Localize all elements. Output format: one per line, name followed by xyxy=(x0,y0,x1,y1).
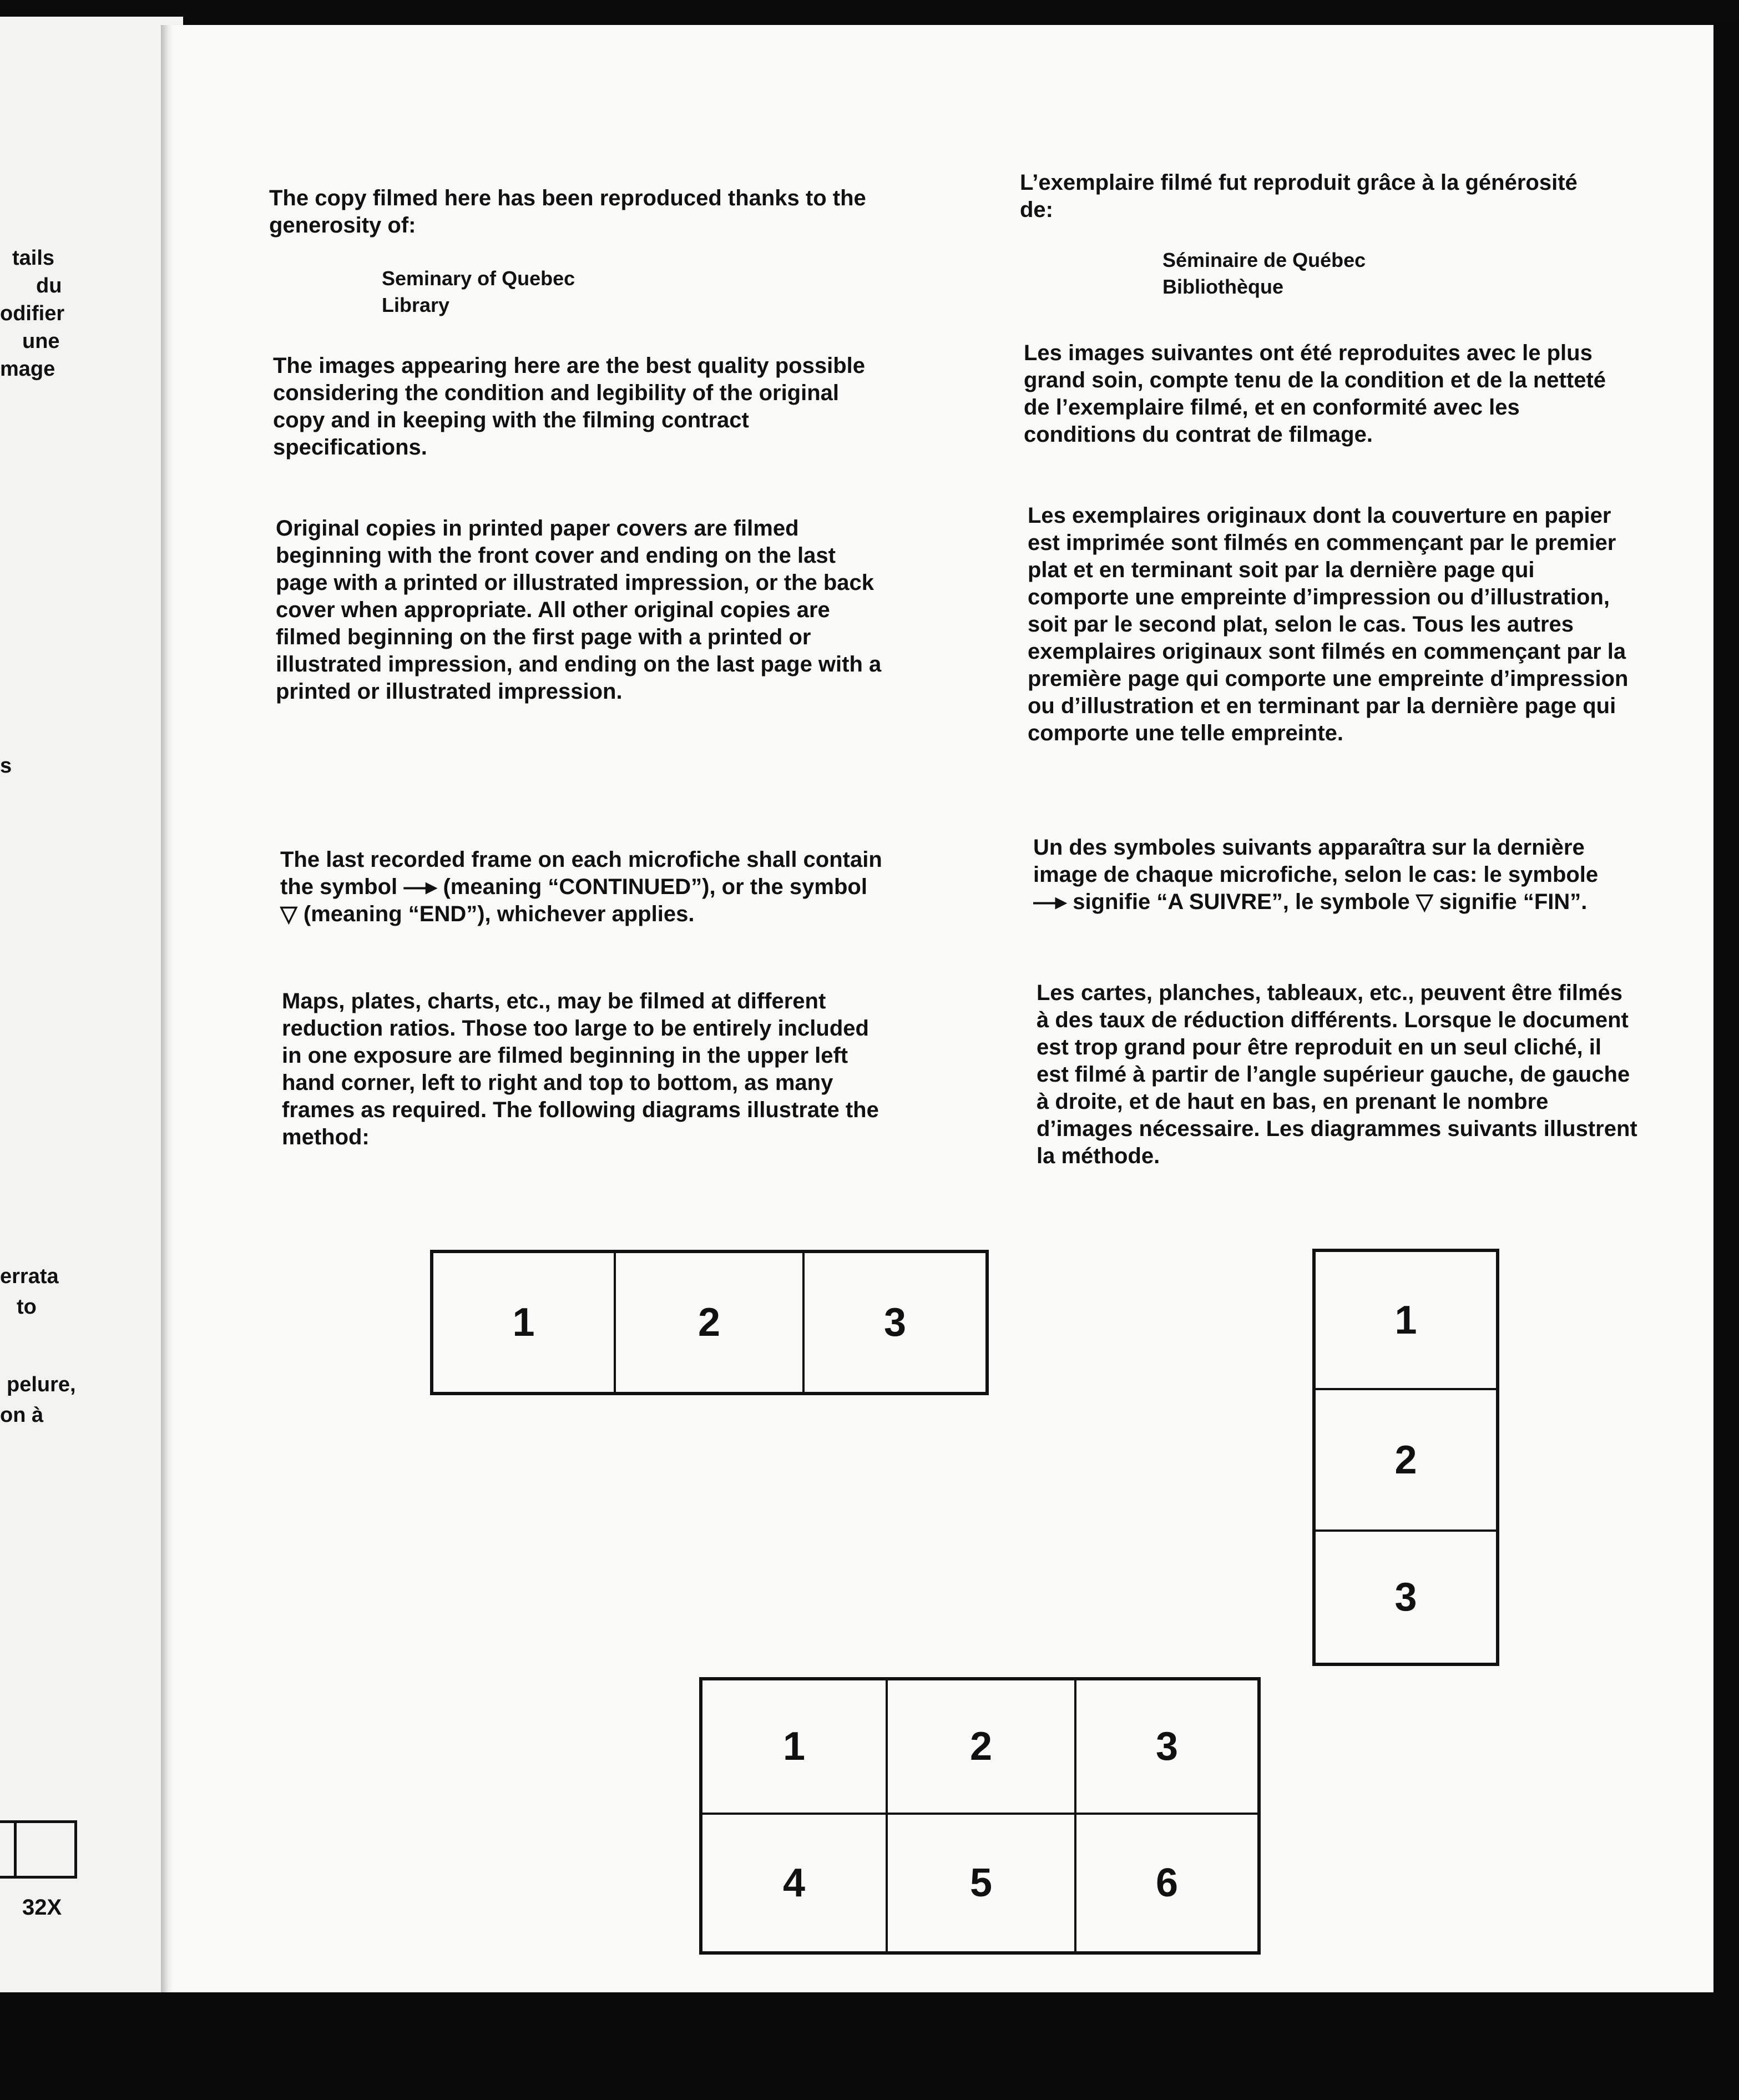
fragment-text: du xyxy=(36,274,62,297)
frame-cell: 3 xyxy=(802,1253,985,1392)
fragment-text: une xyxy=(22,330,60,353)
page-spine-shadow xyxy=(161,25,173,2001)
frame-cell: 1 xyxy=(1394,1298,1417,1342)
fragment-text: tails xyxy=(12,246,55,270)
frame-cell: 2 xyxy=(886,1680,1074,1813)
en-symbols-paragraph: The last recorded frame on each microfiche shall contain the symbol —▸ (meaning “CONTINUED”), or the symbol ▽ (meaning “END”), whichever applies. xyxy=(280,847,882,926)
fragment-text: odifier xyxy=(0,302,65,325)
scan-bottom-border xyxy=(0,1992,1739,2100)
frame-order-diagram-row xyxy=(430,1250,989,1395)
adjacent-page-fragment xyxy=(0,17,183,1992)
resolution-target-divider xyxy=(14,1820,17,1876)
fragment-text: errata xyxy=(0,1265,59,1288)
frame-order-diagram-grid xyxy=(699,1677,1261,1955)
frame-cell: 6 xyxy=(1074,1813,1257,1951)
fragment-text: pelure, xyxy=(7,1373,76,1396)
en-maps-paragraph: Maps, plates, charts, etc., may be filmed at different reduction ratios. Those too large to be entirely included in one exposure are filmed beginning in the upper left hand corner, left to right and top to bottom, as many frames as required. The following diagrams illustrate the method: xyxy=(282,989,879,1149)
fr-institution-name: Séminaire de Québec xyxy=(1162,249,1366,271)
frame-cell: 3 xyxy=(1074,1680,1257,1813)
fragment-text: mage xyxy=(0,357,55,381)
frame-cell: 1 xyxy=(782,1724,806,1769)
en-credit-intro: The copy filmed here has been reproduced thanks to the generosity of: xyxy=(269,186,866,238)
fr-institution-unit: Bibliothèque xyxy=(1162,275,1283,298)
frame-cell: 1 xyxy=(512,1300,535,1345)
frame-cell: 3 xyxy=(1316,1529,1496,1663)
reduction-ratio-label: 32X xyxy=(22,1895,62,1920)
fr-symbols-paragraph: Un des symboles suivants apparaîtra sur la dernière image de chaque microfiche, selon le cas: le symbole —▸ signifie “A SUIVRE”, le symbole ▽ signifie “FIN”. xyxy=(1033,835,1599,914)
fragment-text: to xyxy=(17,1295,37,1319)
en-covers-paragraph: Original copies in printed paper covers are filmed beginning with the front cover and ending on the last page with a printed or illustrated impression, or the back cover when appropriate. All other original copies are filmed beginning on the first page with a printed or illustrated impression, and ending on the last page with a printed or illustrated impression. xyxy=(276,516,882,704)
frame-cell: 5 xyxy=(886,1813,1074,1951)
fr-covers-paragraph: Les exemplaires originaux dont la couverture en papier est imprimée sont filmés en commençant par le premier plat et en terminant soit par la dernière page qui comporte une empreinte d’impression ou d’illustration, soit par le second plat, selon le cas. Tous les autres exemplaires originaux sont filmés en commençant par la première page qui comporte une empreinte d’impression ou d’illustration et en terminant par la dernière page qui comporte une telle empreinte. xyxy=(1028,503,1629,745)
frame-order-diagram-column xyxy=(1312,1249,1499,1666)
scan-right-border xyxy=(1713,22,1739,2020)
fr-credit-intro: L’exemplaire filmé fut reproduit grâce à la générosité de: xyxy=(1020,170,1578,222)
fr-quality-paragraph: Les images suivantes ont été reproduites avec le plus grand soin, compte tenu de la condition et de la netteté de l’exemplaire filmé, et en conformité avec les conditions du contrat de filmage. xyxy=(1024,341,1606,447)
en-quality-paragraph: The images appearing here are the best quality possible considering the condition and legibility of the original copy and in keeping with the filming contract specifications. xyxy=(273,354,865,460)
fragment-text: s xyxy=(0,754,12,778)
frame-cell: 4 xyxy=(702,1813,886,1951)
fr-maps-paragraph: Les cartes, planches, tableaux, etc., peuvent être filmés à des taux de réduction différents. Lorsque le document est trop grand pour être reproduit en un seul cliché, il est filmé à partir de l’angle supérieur gauche, de gauche à droite, et de haut en bas, en prenant le nombre d’images nécessaire. Les diagrammes suivants illustrent la méthode. xyxy=(1037,981,1637,1168)
frame-cell: 2 xyxy=(614,1253,802,1392)
frame-cell: 2 xyxy=(1316,1388,1496,1529)
fragment-text: on à xyxy=(0,1404,44,1427)
en-institution-unit: Library xyxy=(382,294,450,316)
en-institution-name: Seminary of Quebec xyxy=(382,267,575,290)
resolution-target-box xyxy=(0,1820,77,1879)
